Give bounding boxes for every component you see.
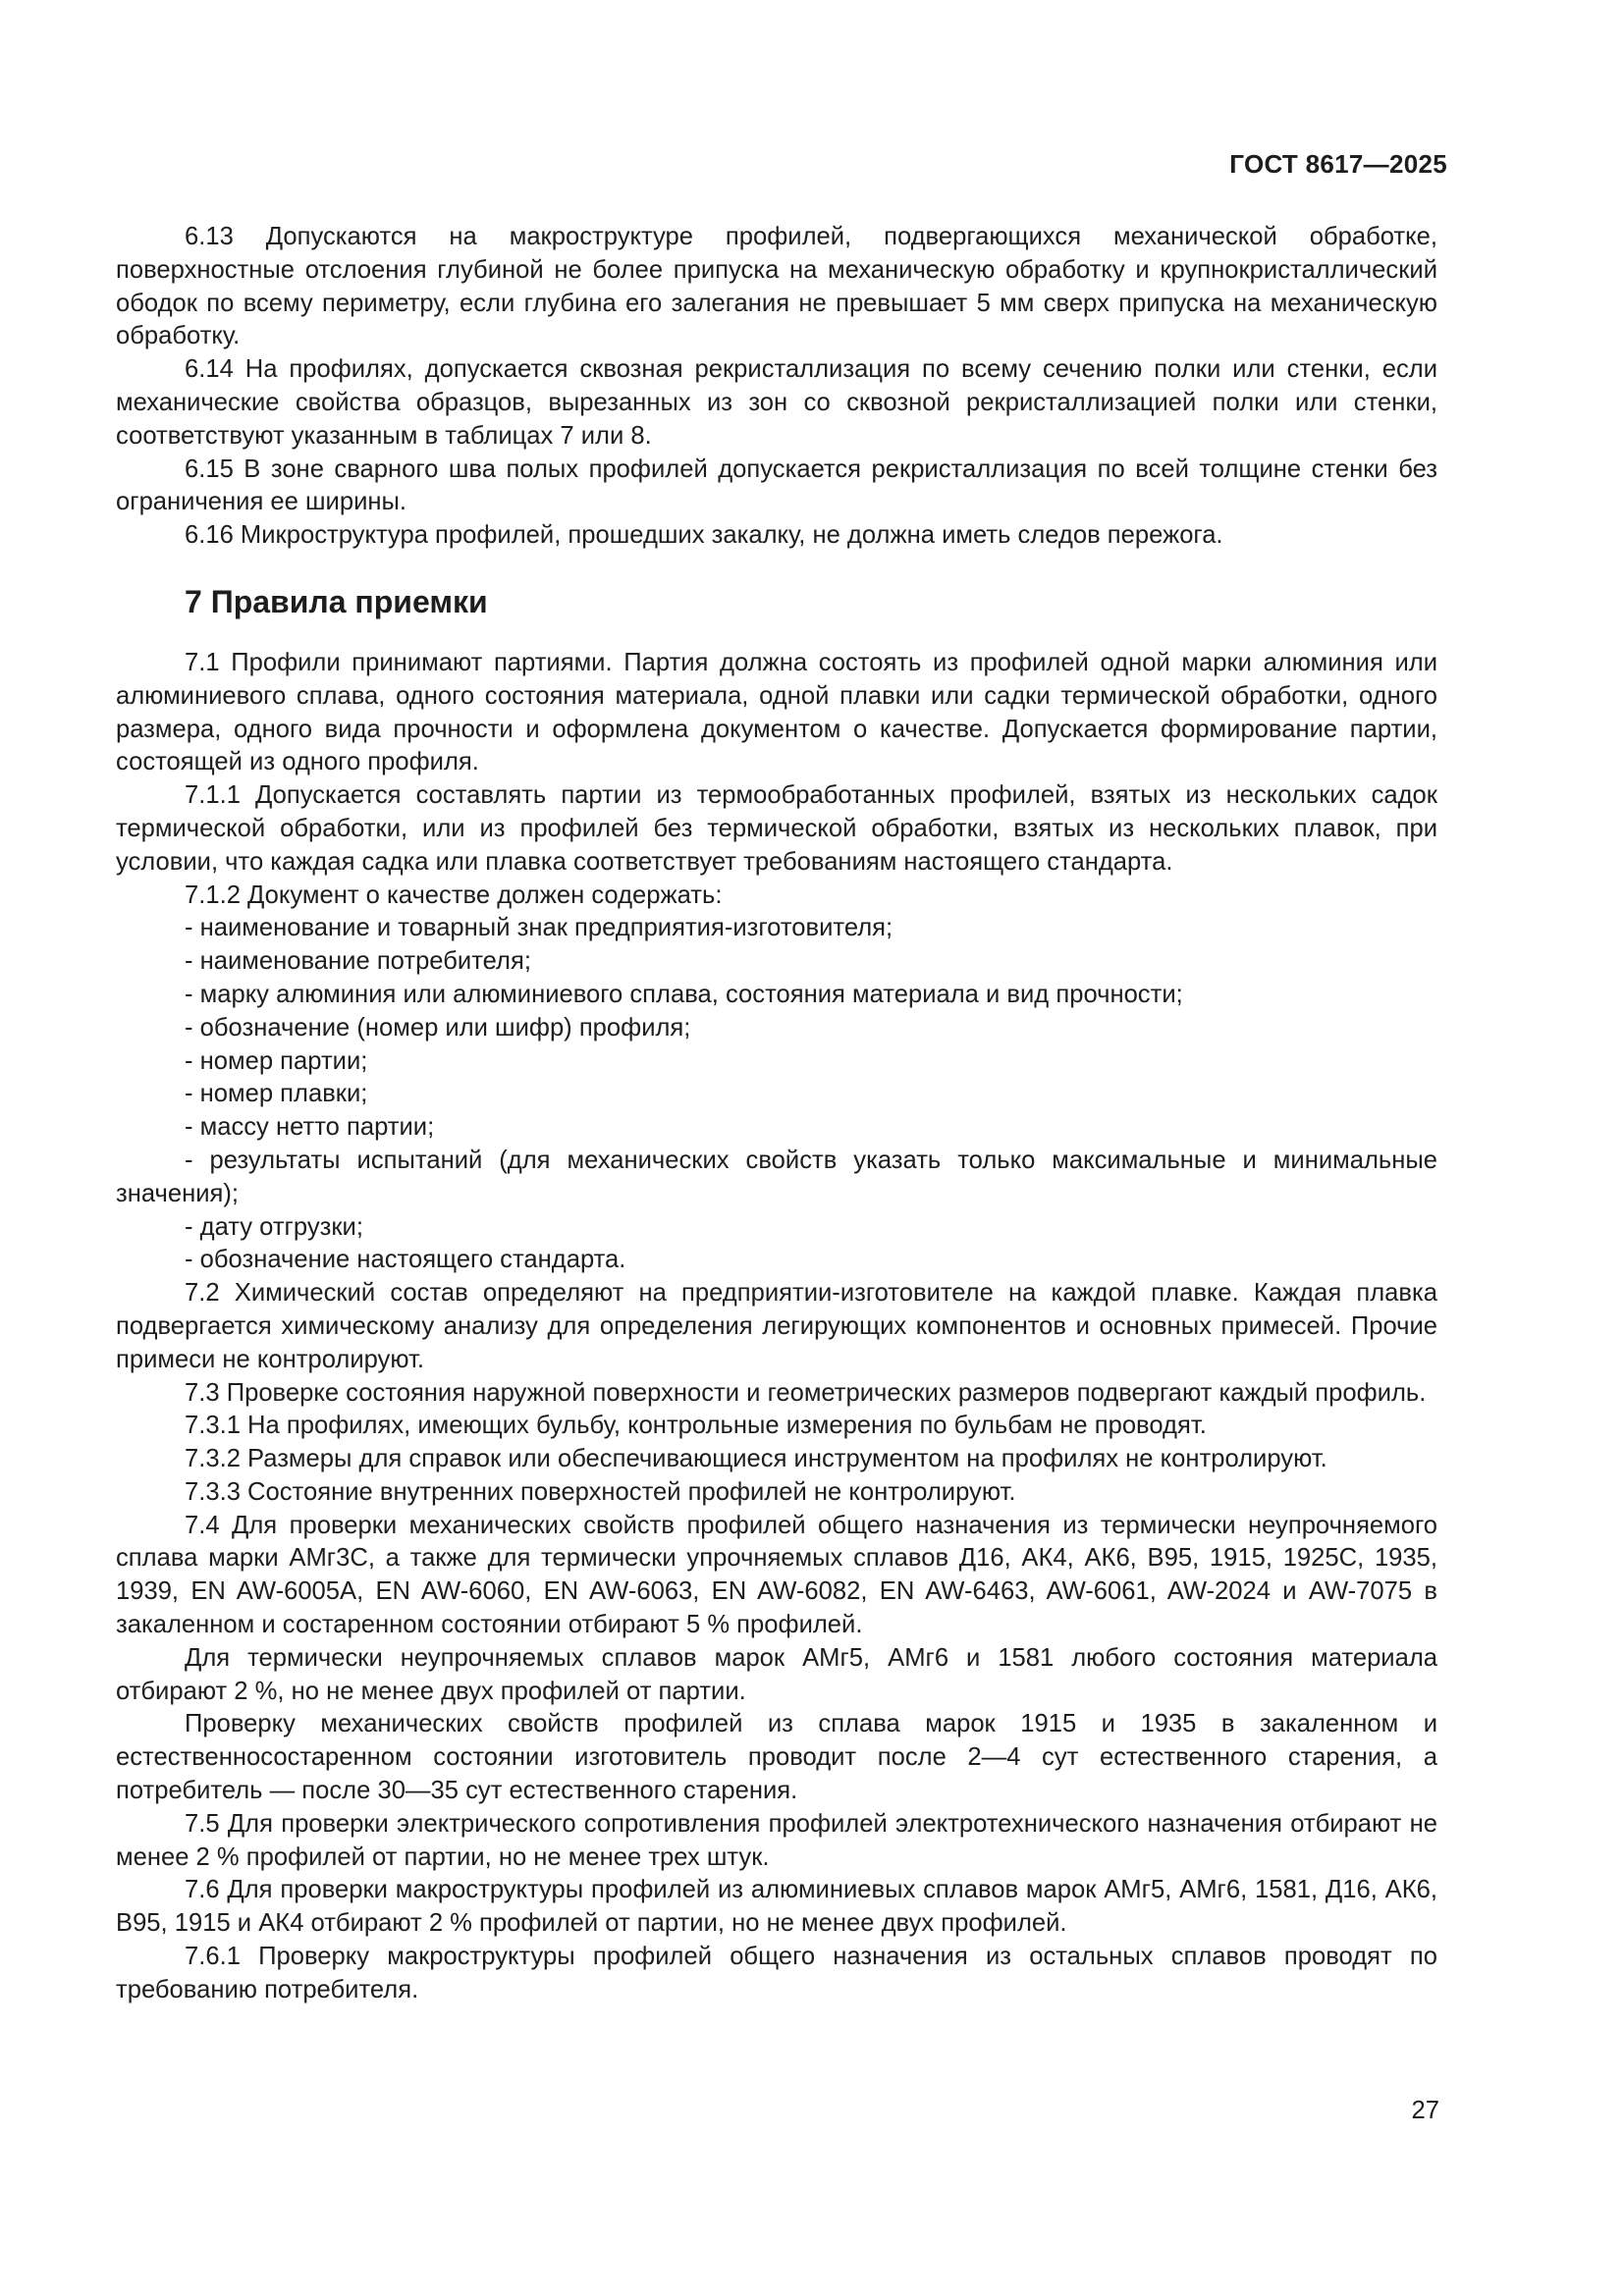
paragraph-7-2: 7.2 Химический состав определяют на предприятии-изготовителе на каждой плавке. Каждая плавка подвергается химическому анализу для определения легирующих компонентов и основных примесей. Прочие примеси не контролируют.: [116, 1279, 1437, 1373]
list-item: - обозначение (номер или шифр) профиля;: [185, 1013, 691, 1041]
paragraph-7-3-3: 7.3.3 Состояние внутренних поверхностей профилей не контролируют.: [185, 1477, 1016, 1506]
list-item: - марку алюминия или алюминиевого сплава, состояния материала и вид прочности;: [185, 980, 1183, 1008]
list-item: - результаты испытаний (для механических свойств указать только максимальные и минимальные значения);: [116, 1146, 1437, 1207]
list-item: - номер партии;: [185, 1046, 368, 1075]
section-7-title: 7 Правила приемки: [185, 583, 488, 619]
paragraph-6-15: 6.15 В зоне сварного шва полых профилей допускается рекристаллизация по всей толщине стенки без ограничения ее ширины.: [116, 454, 1437, 516]
paragraph-7-5: 7.5 Для проверки электрического сопротивления профилей электротехнического назначения отбирают не менее 2 % профилей от партии, но не менее трех штук.: [116, 1809, 1437, 1871]
paragraph-6-16: 6.16 Микроструктура профилей, прошедших закалку, не должна иметь следов пережога.: [185, 521, 1223, 550]
paragraph-6-14: 6.14 На профилях, допускается сквозная рекристаллизация по всему сечению полки или стенки, если механические свойства образцов, вырезанных из зон со сквозной рекристаллизацией полки или стенки, соответствуют указанным в таблицах 7 или 8.: [116, 355, 1437, 450]
paragraph-7-3-2: 7.3.2 Размеры для справок или обеспечивающиеся инструментом на профилях не контролируют.: [185, 1445, 1327, 1473]
list-item: - дату отгрузки;: [185, 1212, 363, 1241]
paragraph-7-1-2: 7.1.2 Документ о качестве должен содержать:: [185, 881, 723, 909]
document-body: [116, 221, 1437, 2007]
paragraph-7-4-note-1: Для термически неупрочняемых сплавов марок АМг5, АМг6 и 1581 любого состояния материала отбирают 2 %, но не менее двух профилей от партии.: [116, 1643, 1437, 1705]
paragraph-7-4: 7.4 Для проверки механических свойств профилей общего назначения из термически неупрочняемого сплава марки АМг3С, а также для термически упрочняемых сплавов Д16, АК4, АК6, В95, 1915, 1925С, 1935, 1939, EN AW-6005A, EN AW-6060, EN AW-6063, EN AW-6082, EN AW-6463, AW-6061, AW-2024 и AW-7075 в закаленном и состаренном состоянии отбирают 5 % профилей.: [116, 1511, 1437, 1639]
list-item: - номер плавки;: [185, 1080, 368, 1108]
document-code: ГОСТ 8617—2025: [1229, 149, 1447, 179]
page-number: 27: [1411, 2097, 1439, 2124]
paragraph-6-13: 6.13 Допускаются на макроструктуре профилей, подвергающихся механической обработке, поверхностные отслоения глубиной не более припуска на механическую обработку и крупнокристаллический ободок по всему периметру, если глубина его залегания не превышает 5 мм сверх припуска на механическую обработку.: [116, 223, 1437, 350]
list-item: - наименование и товарный знак предприятия-изготовителя;: [185, 914, 893, 942]
list-item: - обозначение настоящего стандарта.: [185, 1246, 626, 1274]
paragraph-7-1: 7.1 Профили принимают партиями. Партия должна состоять из профилей одной марки алюминия или алюминиевого сплава, одного состояния материала, одной плавки или садки термической обработки, одного размера, одного вида прочности и оформлена документом о качестве. Допускается формирование партии, состоящей из одного профиля.: [116, 648, 1437, 776]
paragraph-7-4-note-2: Проверку механических свойств профилей из сплава марок 1915 и 1935 в закаленном и естественносостаренном состоянии изготовитель проводит после 2—4 сут естественного старения, а потребитель — после 30—35 сут естественного старения.: [116, 1710, 1437, 1805]
paragraph-7-3: 7.3 Проверке состояния наружной поверхности и геометрических размеров подвергают каждый профиль.: [185, 1378, 1427, 1407]
paragraph-7-6-1: 7.6.1 Проверку макроструктуры профилей общего назначения из остальных сплавов проводят по требованию потребителя.: [116, 1943, 1437, 2003]
list-item: - массу нетто партии;: [185, 1113, 435, 1142]
list-item: - наименование потребителя;: [185, 947, 531, 976]
paragraph-7-1-1: 7.1.1 Допускается составлять партии из термообработанных профилей, взятых из нескольких садок термической обработки, или из профилей без термической обработки, взятых из нескольких плавок, при условии, что каждая садка или плавка соответствует требованиям настоящего стандарта.: [116, 781, 1437, 876]
paragraph-7-3-1: 7.3.1 На профилях, имеющих бульбу, контрольные измерения по бульбам не проводят.: [185, 1412, 1207, 1440]
paragraph-7-6: 7.6 Для проверки макроструктуры профилей из алюминиевых сплавов марок АМг5, АМг6, 1581, Д16, АК6, В95, 1915 и АК4 отбирают 2 % профилей от партии, но не менее двух профилей.: [116, 1876, 1437, 1938]
